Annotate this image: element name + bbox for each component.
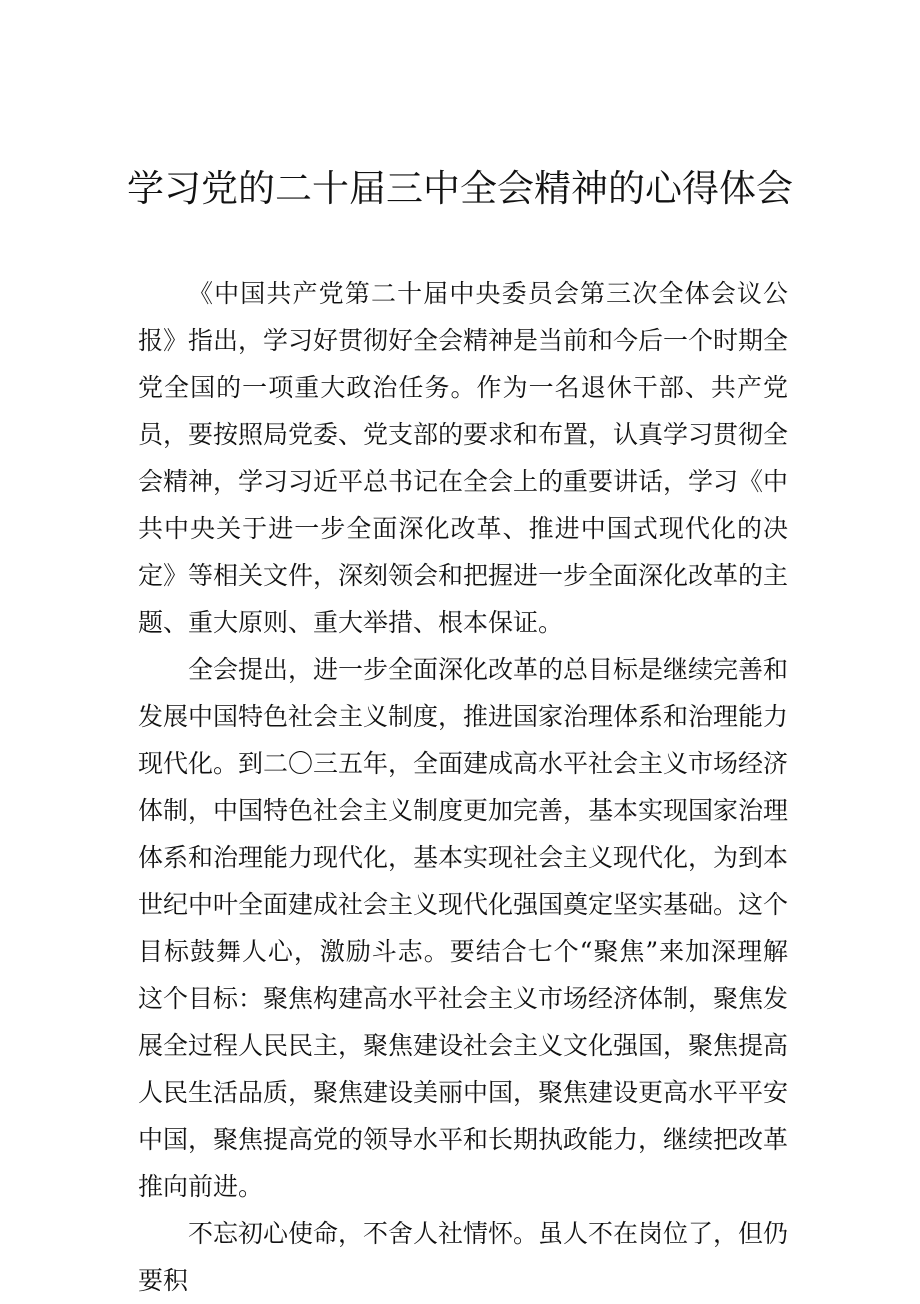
paragraph-2: 全会提出，进一步全面深化改革的总目标是继续完善和发展中国特色社会主义制度，推进国家治理体系和治理能力现代化。到二〇三五年，全面建成高水平社会主义市场经济体制，中国特色社会主义制度更加完善，基本实现国家治理体系和治理能力现代化，基本实现社会主义现代化，为到本世纪中叶全面建成社会主义现代化强国奠定坚实基础。这个目标鼓舞人心，激励斗志。要结合七个“聚焦”来加深理解这个目标：聚焦构建高水平社会主义市场经济体制，聚焦发展全过程人民民主，聚焦建设社会主义文化强国，聚焦提高人民生活品质，聚焦建设美丽中国，聚焦建设更高水平平安中国，聚焦提高党的领导水平和长期执政能力，继续把改革推向前进。	[138, 655, 789, 1201]
document-body	[138, 270, 788, 1304]
paragraph-1: 《中国共产党第二十届中央委员会第三次全体会议公报》指出，学习好贯彻好全会精神是当前和今后一个时期全党全国的一项重大政治任务。作为一名退休干部、共产党员，要按照局党委、党支部的要求和布置，认真学习贯彻全会精神，学习习近平总书记在全会上的重要讲话，学习《中共中央关于进一步全面深化改革、推进中国式现代化的决定》等相关文件，深刻领会和把握进一步全面深化改革的主题、重大原则、重大举措、根本保证。	[138, 279, 789, 637]
document-title: 学习党的二十届三中全会精神的心得体会	[127, 167, 793, 210]
paragraph-3: 不忘初心使命，不舍人社情怀。虽人不在岗位了，但仍要积	[138, 1219, 789, 1295]
